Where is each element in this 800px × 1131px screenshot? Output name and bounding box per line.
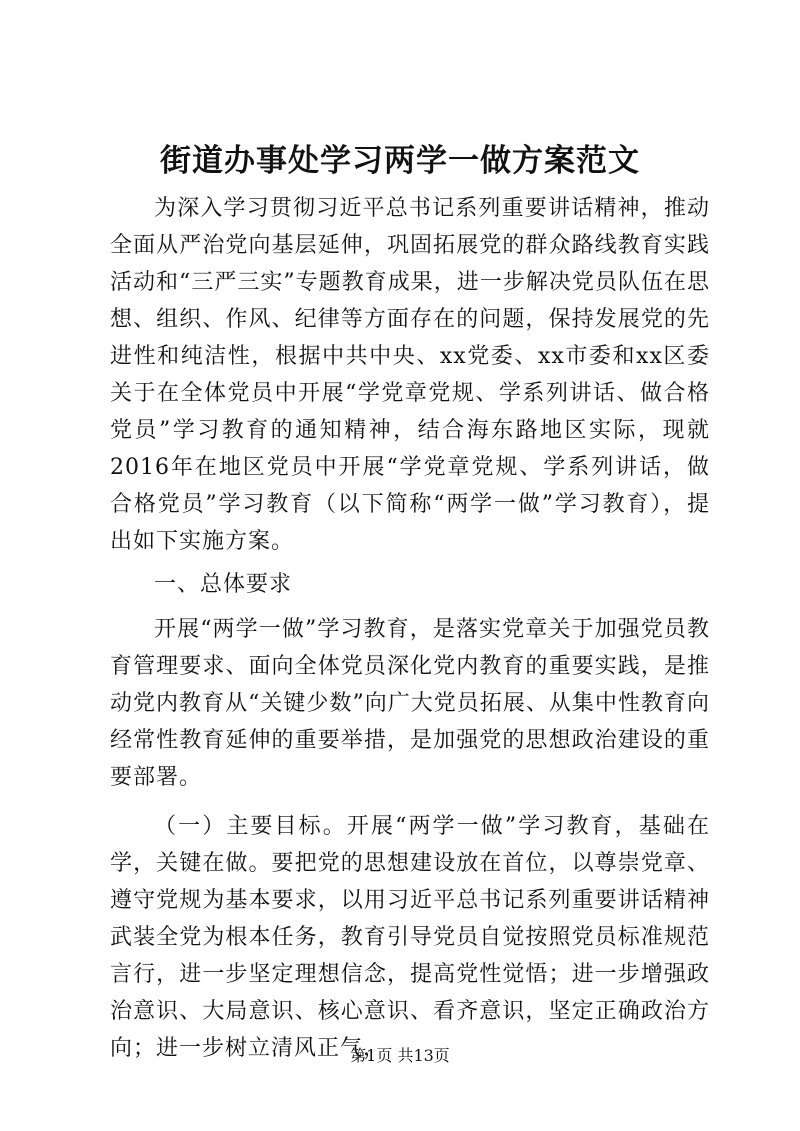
page-number: 第1页 共13页 xyxy=(350,1046,450,1065)
body-paragraph: 开展“两学一做”学习教育，是落实党章关于加强党员教育管理要求、面向全体党员深化党内教育的重要实践，是推动党内教育从“关键少数”向广大党员拓展、从集中性教育向经常性教育延伸的重要举措，是加强党的思想政治建设的重要部署。 xyxy=(110,617,710,790)
section-heading: 一、总体要求 xyxy=(154,572,293,597)
document-body xyxy=(110,190,710,1067)
body-paragraph: （一）主要目标。开展“两学一做”学习教育，基础在学，关键在做。要把党的思想建设放在首位，以尊崇党章、遵守党规为基本要求，以用习近平总书记系列重要讲话精神武装全党为根本任务，教育引导党员自觉按照党员标准规范言行，进一步坚定理想信念，提高党性觉悟；进一步增强政治意识、大局意识、核心意识、看齐意识，坚定正确政治方向；进一步树立清风正气， xyxy=(110,814,710,1061)
document-title: 街道办事处学习两学一做方案范文 xyxy=(160,143,640,179)
intro-paragraph: 为深入学习贯彻习近平总书记系列重要讲话精神，推动全面从严治党向基层延伸，巩固拓展党的群众路线教育实践活动和“三严三实”专题教育成果，进一步解决党员队伍在思想、组织、作风、纪律等方面存在的问题，保持发展党的先进性和纯洁性，根据中共中央、xx党委、xx市委和xx区委关于在全体党员中开展“学党章党规、学系列讲话、做合格党员”学习教育的通知精神，结合海东路地区实际，现就2016年在地区党员中开展“学党章党规、学系列讲话，做合格党员”学习教育（以下简称“两学一做”学习教育），提出如下实施方案。 xyxy=(110,196,710,554)
